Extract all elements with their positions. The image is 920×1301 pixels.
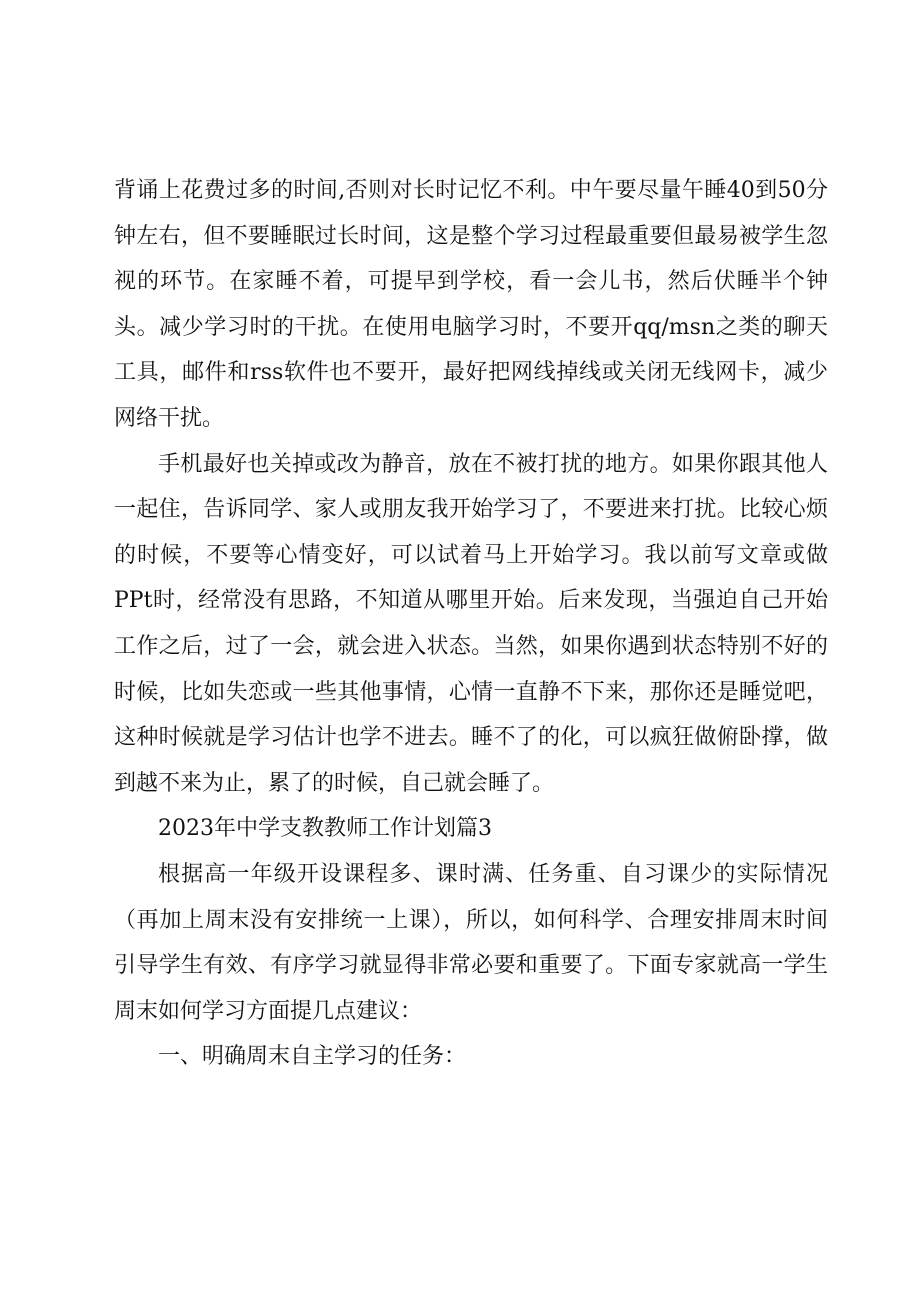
paragraph-continuation: 背诵上花费过多的时间,否则对长时记忆不利。中午要尽量午睡40到50分钟左右，但不要睡眠过长时间，这是整个学习过程最重要但最易被学生忽视的环节。在家睡不着，可提早到学校，看一会儿书，然后伏睡半个钟头。减少学习时的干扰。在使用电脑学习时，不要开qq/msn之类的聊天工具，邮件和rss软件也不要开，最好把网线掉线或关闭无线网卡，减少网络干扰。 — [114, 178, 828, 431]
paragraph: 根据高一年级开设课程多、课时满、任务重、自习课少的实际情况（再加上周末没有安排统一上课），所以，如何科学、合理安排周末时间引导学生有效、有序学习就显得非常必要和重要了。下面专家就高一学生周末如何学习方面提几点建议： — [114, 861, 828, 1024]
document-body — [114, 168, 828, 1080]
paragraph: 手机最好也关掉或改为静音，放在不被打扰的地方。如果你跟其他人一起住，告诉同学、家人或朋友我开始学习了，不要进来打扰。比较心烦的时候，不要等心情变好，可以试着马上开始学习。我以前写文章或做PPt时，经常没有思路，不知道从哪里开始。后来发现，当强迫自己开始工作之后，过了一会，就会进入状态。当然，如果你遇到状态特别不好的时候，比如失恋或一些其他事情，心情一直静不下来，那你还是睡觉吧，这种时候就是学习估计也学不进去。睡不了的化，可以疯狂做俯卧撑，做到越不来为止，累了的时候，自己就会睡了。 — [114, 451, 828, 796]
list-heading: 一、明确周末自主学习的任务： — [158, 1044, 467, 1070]
section-heading: 2023年中学支教教师工作计划篇3 — [158, 816, 492, 842]
